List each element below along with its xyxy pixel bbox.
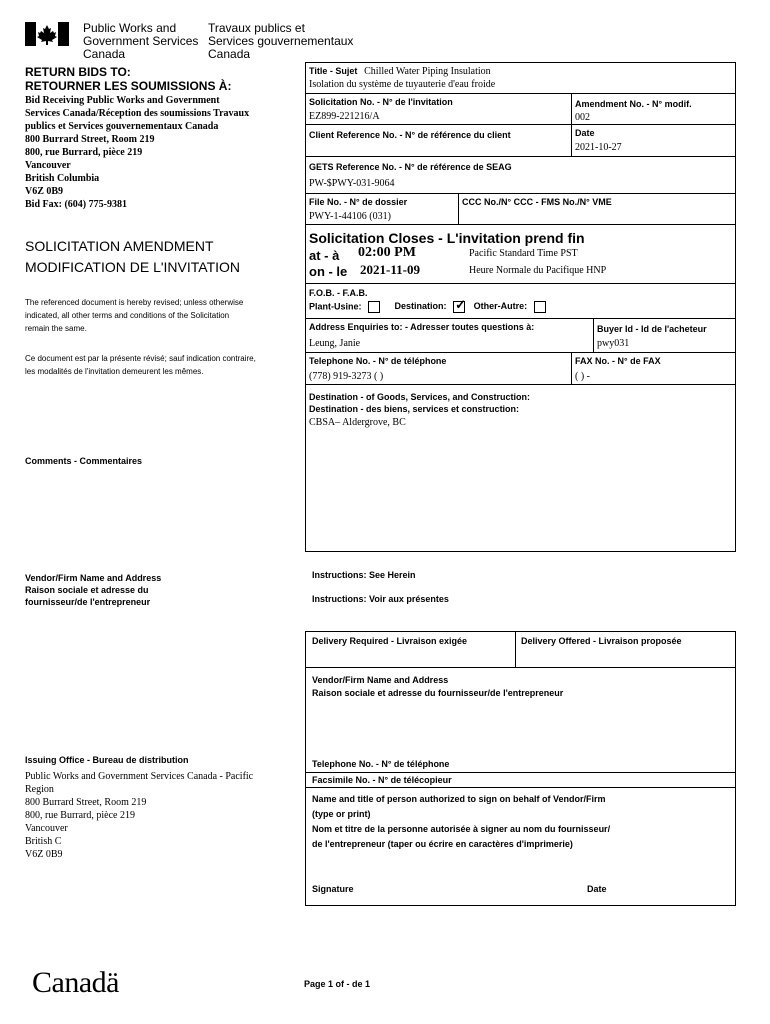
gets-reference-number: PW-$PWY-031-9064 [309, 178, 395, 189]
buyer-id-label: Buyer Id - Id de l'acheteur [597, 324, 707, 334]
instructions-fr: Instructions: Voir aux présentes [312, 594, 449, 604]
closing-time: 02:00 PM [358, 245, 416, 260]
authorized-signatory-label: Name and title of person authorized to sign on behalf of Vendor/Firm (type or print) Nom et titre de la personne autorisée à signer au nom du fournisseur/ de l'entrepreneur (taper ou écrire en caractères d'imprimerie) [312, 794, 611, 849]
telephone-number: (778) 919-3273 ( ) [309, 371, 384, 382]
date-label: Date [575, 128, 595, 138]
solicitation-number-label: Solicitation No. - N° de l'invitation [309, 97, 453, 107]
file-number-label: File No. - N° de dossier [309, 197, 408, 207]
solicitation-number: EZ899-221216/A [309, 111, 380, 122]
issuing-office-address: Public Works and Government Services Canada - Pacific Region 800 Burrard Street, Room 219 800, rue Burrard, pièce 219 Vancouver British C V6Z 0B9 [25, 771, 254, 860]
solicitation-closes-label: Solicitation Closes - L'invitation prend fin [309, 230, 585, 246]
gets-reference-label: GETS Reference No. - N° de référence de SEAG [309, 162, 512, 172]
title-field: Title - Sujet Chilled Water Piping Insulation Isolation du système de tuyauterie d'eau froide [309, 66, 496, 90]
amendment-date: 2021-10-27 [575, 142, 622, 153]
vendor-telephone-label: Telephone No. - N° de téléphone [312, 759, 450, 769]
ccc-number-label: CCC No./N° CCC - FMS No./N° VME [462, 197, 612, 207]
destination-label: Destination - of Goods, Services, and Construction: Destination - des biens, services et construction: [309, 392, 531, 414]
address-enquiries-label: Address Enquiries to: - Adresser toutes questions à: [309, 322, 535, 332]
revision-notice-fr: Ce document est par la présente révisé; sauf indication contraire, les modalités de l'invitation demeurent les mêmes. [25, 354, 256, 376]
contact-name: Leung, Janie [309, 338, 361, 349]
vendor-facsimile-label: Facsimile No. - N° de télécopieur [312, 775, 452, 785]
return-bids-address: Bid Receiving Public Works and Government Services Canada/Réception des soumissions Travaux publics et Services gouvernementaux Canada 800 Burrard Street, Room 219 800, rue Burrard, pièce 219 Vancouver British Columbia V6Z 0B9 Bid Fax: (604) 775-9381 [25, 95, 250, 210]
destination-value: CBSA– Aldergrove, BC [309, 417, 406, 428]
comments-label: Comments - Commentaires [25, 456, 143, 466]
signature-label: Signature [312, 884, 354, 894]
fax-label: FAX No. - N° de FAX [575, 356, 661, 366]
issuing-office-label: Issuing Office - Bureau de distribution [25, 755, 189, 765]
page-number: Page 1 of - de 1 [304, 979, 371, 989]
closing-date: 2021-11-09 [360, 262, 420, 277]
closing-on-label: on - le [309, 264, 348, 279]
destination-checkbox[interactable] [453, 297, 466, 313]
document-title: SOLICITATION AMENDMENT MODIFICATION DE L'INVITATION [25, 238, 241, 275]
timezone-fr: Heure Normale du Pacifique HNP [469, 265, 607, 276]
client-reference-label: Client Reference No. - N° de référence du client [309, 130, 511, 140]
signature-date-label: Date [587, 884, 607, 894]
canada-wordmark: Canadä [32, 966, 119, 999]
revision-notice-en: The referenced document is hereby revised; unless otherwise indicated, all other terms and conditions of the Solicitation remain the same. [25, 298, 244, 333]
other-checkbox[interactable] [534, 301, 546, 313]
amendment-number-label: Amendment No. - N° modif. [575, 99, 692, 109]
check-icon: ✓ [455, 297, 466, 312]
telephone-label: Telephone No. - N° de téléphone [309, 356, 447, 366]
vendor-name-label: Vendor/Firm Name and Address Raison sociale et adresse du fournisseur/de l'entrepreneur [25, 573, 162, 607]
fob-label: F.O.B. - F.A.B. [309, 288, 368, 298]
amendment-number: 002 [575, 112, 590, 123]
department-name-fr: Travaux publics et Services gouvernementaux Canada [208, 21, 354, 61]
file-number: PWY-1-44106 (031) [309, 211, 391, 222]
vendor-address-label: Vendor/Firm Name and Address Raison sociale et adresse du fournisseur/de l'entrepreneur [312, 675, 564, 698]
timezone-en: Pacific Standard Time PST [469, 248, 578, 259]
closing-at-label: at - à [309, 248, 340, 263]
delivery-offered-label: Delivery Offered - Livraison proposée [521, 636, 682, 646]
plant-checkbox[interactable] [368, 301, 380, 313]
delivery-required-label: Delivery Required - Livraison exigée [312, 636, 468, 646]
instructions-en: Instructions: See Herein [312, 570, 416, 580]
buyer-id: pwy031 [597, 338, 630, 349]
return-bids-heading: RETURN BIDS TO: RETOURNER LES SOUMISSIONS À: [25, 65, 232, 93]
fax-number: ( ) - [575, 371, 590, 382]
fob-options: Plant-Usine: Destination: ✓ Other-Autre: [309, 301, 546, 313]
canada-flag-icon [25, 22, 69, 46]
department-name-en: Public Works and Government Services Canada [83, 21, 199, 61]
